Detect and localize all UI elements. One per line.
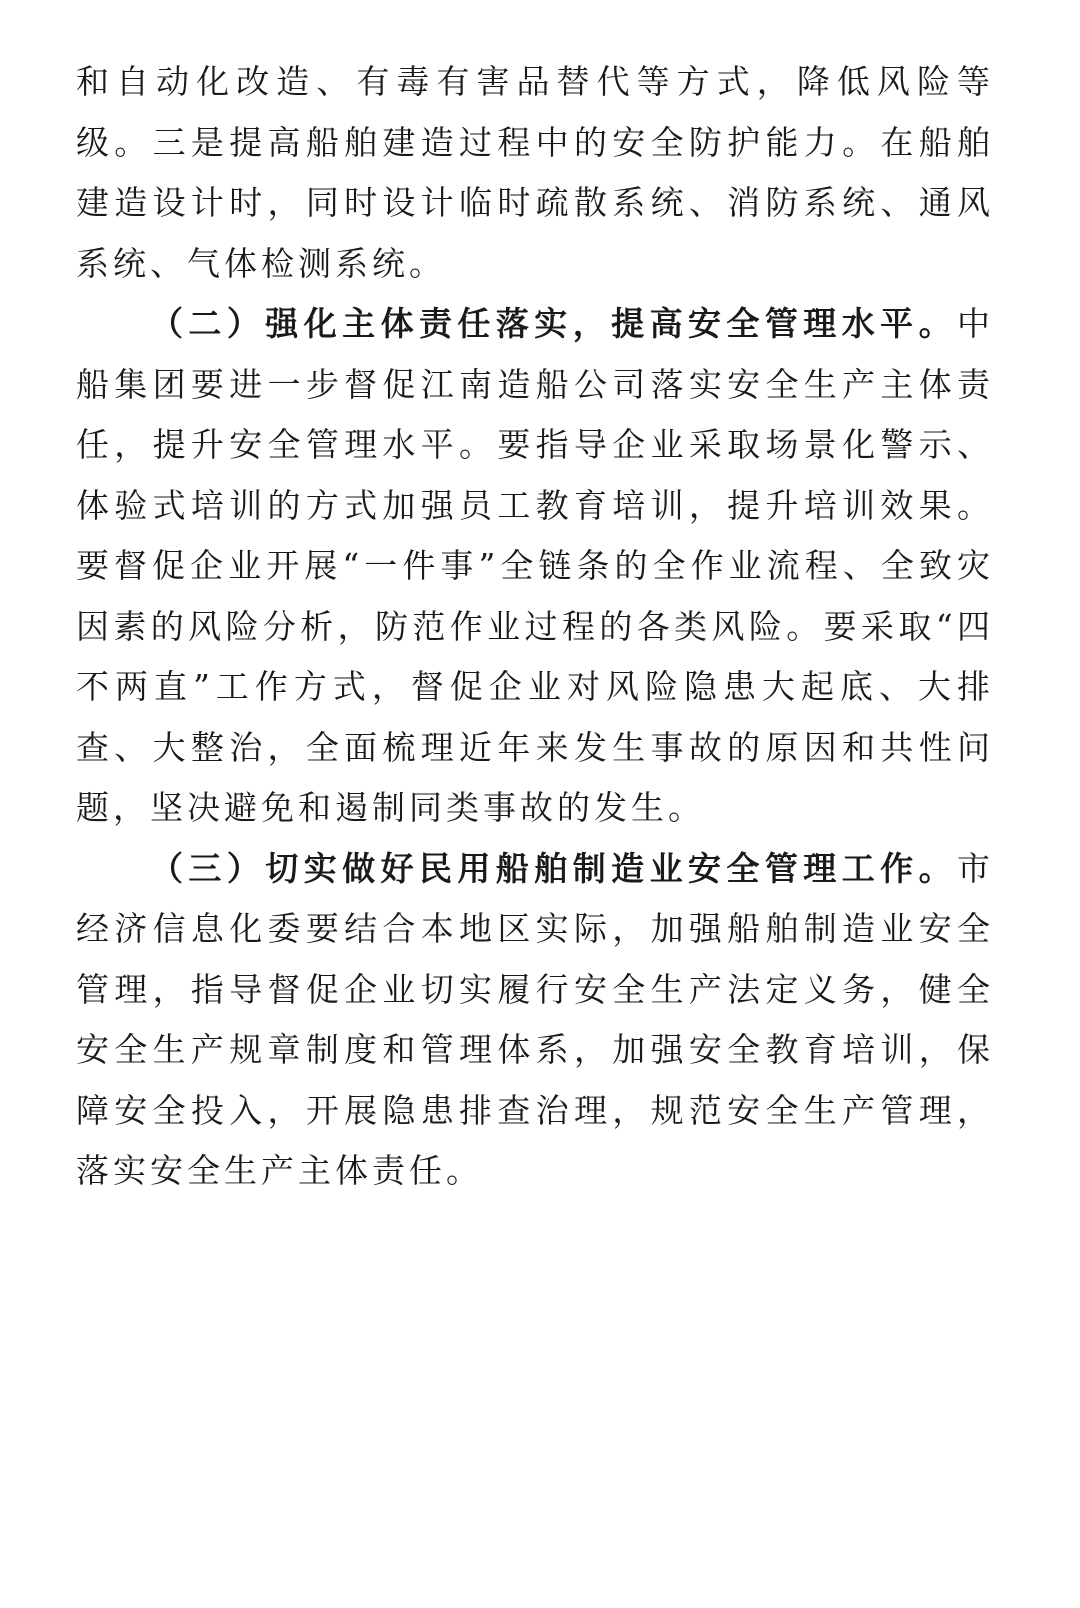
paragraph-continuation <box>76 52 994 294</box>
paragraph-section-2 <box>76 294 994 839</box>
document-body <box>76 52 994 1202</box>
paragraph-text: 市经济信息化委要结合本地区实际，加强船舶制造业安全管理，指导督促企业切实履行安全生产法定义务，健全安全生产规章制度和管理体系，加强安全教育培训，保障安全投入，开展隐患排查治理，规范安全生产管理，落实安全生产主体责任。 <box>76 848 994 1190</box>
paragraph-text: 和自动化改造、有毒有害品替代等方式，降低风险等级。三是提高船舶建造过程中的安全防护能力。在船舶建造设计时，同时设计临时疏散系统、消防系统、通风系统、气体检测系统。 <box>76 62 994 283</box>
paragraph-section-3 <box>76 839 994 1202</box>
paragraph-text: 中船集团要进一步督促江南造船公司落实安全生产主体责任，提升安全管理水平。要指导企业采取场景化警示、体验式培训的方式加强员工教育培训，提升培训效果。要督促企业开展“一件事”全链条的全作业流程、全致灾因素的风险分析，防范作业过程的各类风险。要采取“四不两直”工作方式，督促企业对风险隐患大起底、大排查、大整治，全面梳理近年来发生事故的原因和共性问题，坚决避免和遏制同类事故的发生。 <box>76 304 994 827</box>
section-heading: （三）切实做好民用船舶制造业安全管理工作。 <box>150 848 957 888</box>
section-heading: （二）强化主体责任落实，提高安全管理水平。 <box>150 304 957 343</box>
